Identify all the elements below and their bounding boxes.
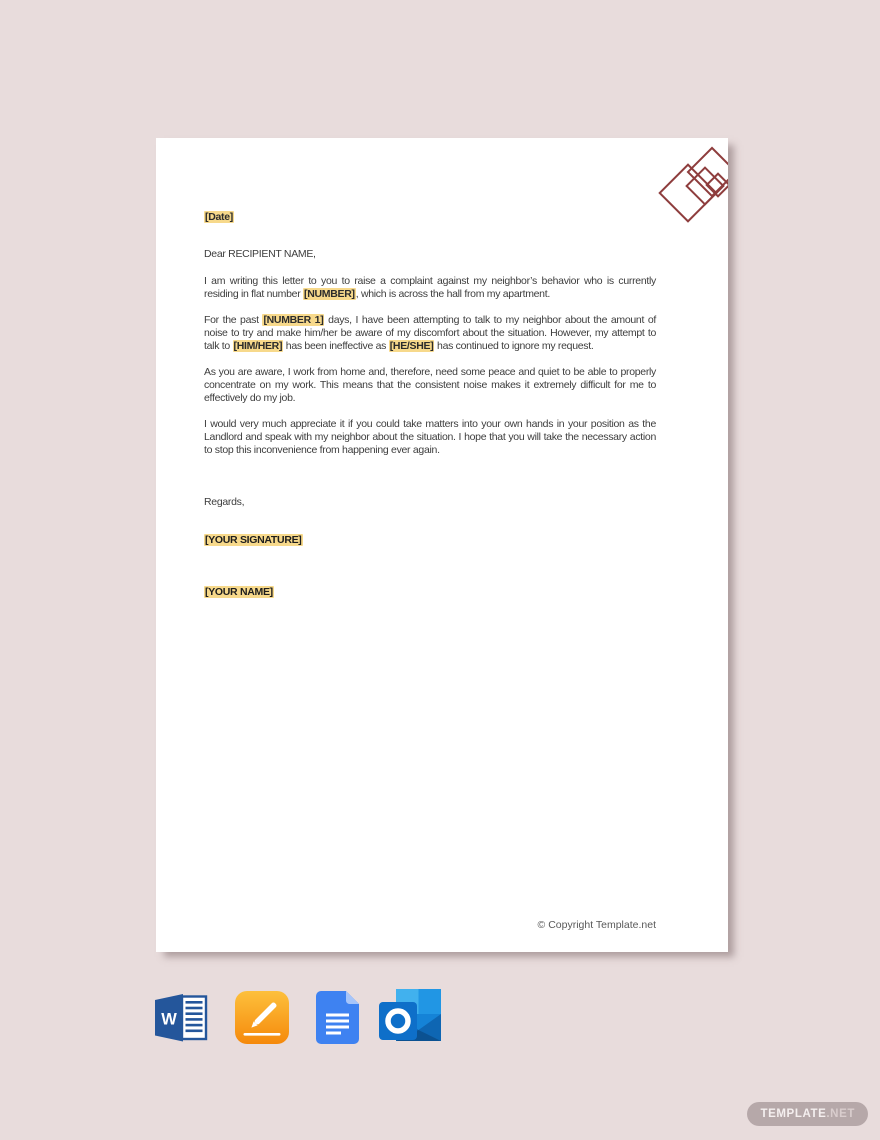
available-formats-row: [155, 989, 441, 1046]
copyright-note: © Copyright Template.net: [537, 919, 656, 931]
watermark-primary: TEMPLATE: [760, 1108, 827, 1120]
ms-word-icon[interactable]: [155, 993, 208, 1043]
paragraph-text: I am writing this letter to you to raise a complaint against my neighbor’s behavior who is currently residing in flat number: [204, 275, 656, 300]
watermark-secondary: .NET: [826, 1108, 855, 1120]
paragraph-text: As you are aware, I work from home and, therefore, need some peace and quiet to be able to properly concentrate on my work. This means that the consistent noise makes it extremely difficult for me to effectively do my job.: [204, 366, 656, 404]
closing: Regards,: [204, 496, 245, 508]
paragraph-text: has been ineffective as: [283, 340, 389, 352]
name-placeholder-token: [YOUR NAME]: [205, 586, 273, 598]
paragraph-text: has continued to ignore my request.: [434, 340, 594, 352]
paragraph-3: [204, 366, 656, 405]
template-net-badge[interactable]: [747, 1102, 868, 1126]
svg-text:W: W: [161, 1010, 177, 1028]
paragraph-text: , which is across the hall from my apartment.: [355, 288, 550, 300]
him-her-placeholder-token: [HIM/HER]: [233, 340, 283, 352]
google-docs-icon[interactable]: [316, 991, 359, 1044]
letter-page: [156, 138, 728, 952]
date-placeholder-token: [Date]: [205, 211, 233, 223]
signature-placeholder-token: [YOUR SIGNATURE]: [205, 534, 302, 546]
date-line: [204, 211, 656, 224]
number1-placeholder-token: [NUMBER 1]: [263, 314, 324, 326]
paragraph-2: [204, 314, 656, 353]
he-she-placeholder-token: [HE/SHE]: [389, 340, 434, 352]
number-placeholder-token: [NUMBER]: [304, 288, 355, 300]
paragraph-text: For the past: [204, 314, 263, 326]
paragraph-1: [204, 275, 656, 301]
name-line: [204, 586, 656, 599]
paragraph-text: I would very much appreciate it if you could take matters into your own hands in your position as the Landlord and speak with my neighbor about the situation. I hope that you will take the necessary action to stop this inconvenience from happening ever again.: [204, 418, 656, 456]
signature-line: [204, 534, 656, 547]
paragraph-4: [204, 418, 656, 457]
letter-body: [204, 211, 656, 599]
apple-pages-icon[interactable]: [235, 991, 289, 1044]
salutation: Dear RECIPIENT NAME,: [204, 248, 316, 260]
paragraph-text: days, I have been attempting to talk to my neighbor about the amount of noise to try and make him/her be aware of my discomfort about the situation. However, my attempt to talk to: [204, 314, 656, 352]
ms-outlook-icon[interactable]: [379, 989, 441, 1046]
